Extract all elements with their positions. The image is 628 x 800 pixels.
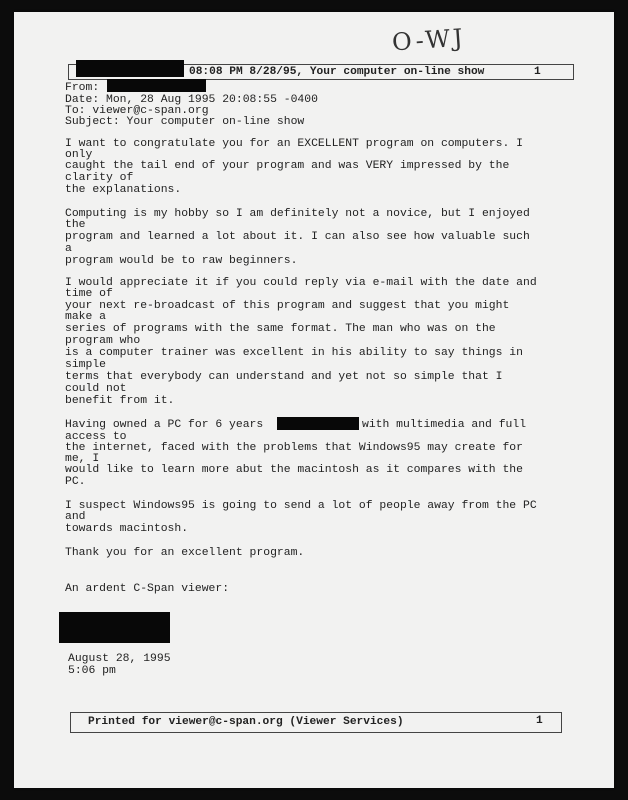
body-line: Having owned a PC for 6 years bbox=[65, 419, 264, 431]
thanks-line: Thank you for an excellent program. bbox=[65, 547, 305, 559]
body-line: with multimedia and full bbox=[362, 419, 527, 431]
closing-date: August 28, 1995 bbox=[68, 653, 171, 665]
footer-printed-for: Printed for viewer@c-span.org (Viewer Services) bbox=[88, 716, 404, 728]
body-line: I want to congratulate you for an EXCELLENT program on computers. I bbox=[65, 138, 523, 150]
body-line: program who bbox=[65, 335, 141, 347]
body-line: could not bbox=[65, 383, 127, 395]
body-line: make a bbox=[65, 311, 107, 323]
body-line: time of bbox=[65, 288, 113, 300]
body-line: caught the tail end of your program and was VERY impressed by the bbox=[65, 160, 510, 172]
body-line: PC. bbox=[65, 476, 86, 488]
body-line: the explanations. bbox=[65, 184, 182, 196]
body-line: program would be to raw beginners. bbox=[65, 255, 298, 267]
handwritten-note: O-WJ bbox=[391, 23, 467, 57]
body-line: clarity of bbox=[65, 172, 134, 184]
header-page-number: 1 bbox=[534, 66, 541, 78]
body-line: terms that everybody can understand and yet not so simple that I bbox=[65, 371, 503, 383]
body-line: a bbox=[65, 243, 72, 255]
body-line: simple bbox=[65, 359, 107, 371]
body-line: program and learned a lot about it. I can also see how valuable such bbox=[65, 231, 530, 243]
body-line: and bbox=[65, 511, 86, 523]
sign-off: An ardent C-Span viewer: bbox=[65, 583, 230, 595]
body-line: Computing is my hobby so I am definitely not a novice, but I enjoyed bbox=[65, 208, 530, 220]
body-line: towards macintosh. bbox=[65, 523, 189, 535]
body-line: benefit from it. bbox=[65, 395, 175, 407]
redaction-from bbox=[107, 79, 206, 92]
body-line: I would appreciate it if you could reply via e-mail with the date and bbox=[65, 277, 537, 289]
from-line: From: bbox=[65, 82, 100, 94]
body-line: access to bbox=[65, 431, 127, 443]
closing-time: 5:06 pm bbox=[68, 665, 116, 677]
header-line: 08:08 PM 8/28/95, Your computer on-line show bbox=[189, 66, 485, 78]
body-line: I suspect Windows95 is going to send a lot of people away from the PC bbox=[65, 500, 537, 512]
body-line: the internet, faced with the problems that Windows95 may create for bbox=[65, 442, 523, 454]
body-line: would like to learn more abut the macintosh as it compares with the bbox=[65, 464, 523, 476]
date-line: Date: Mon, 28 Aug 1995 20:08:55 -0400 bbox=[65, 94, 318, 106]
body-line: series of programs with the same format. The man who was on the bbox=[65, 323, 496, 335]
to-line: To: viewer@c-span.org bbox=[65, 105, 209, 117]
footer-page-number: 1 bbox=[536, 715, 543, 727]
document-page bbox=[14, 12, 614, 788]
body-line: your next re-broadcast of this program and suggest that you might bbox=[65, 300, 510, 312]
body-line: the bbox=[65, 219, 86, 231]
subject-line: Subject: Your computer on-line show bbox=[65, 116, 305, 128]
body-line: only bbox=[65, 149, 93, 161]
body-line: me, I bbox=[65, 453, 100, 465]
redaction-header bbox=[76, 60, 184, 77]
redaction-inline bbox=[277, 417, 359, 430]
body-line: is a computer trainer was excellent in his ability to say things in bbox=[65, 347, 523, 359]
redaction-signature bbox=[59, 612, 170, 643]
